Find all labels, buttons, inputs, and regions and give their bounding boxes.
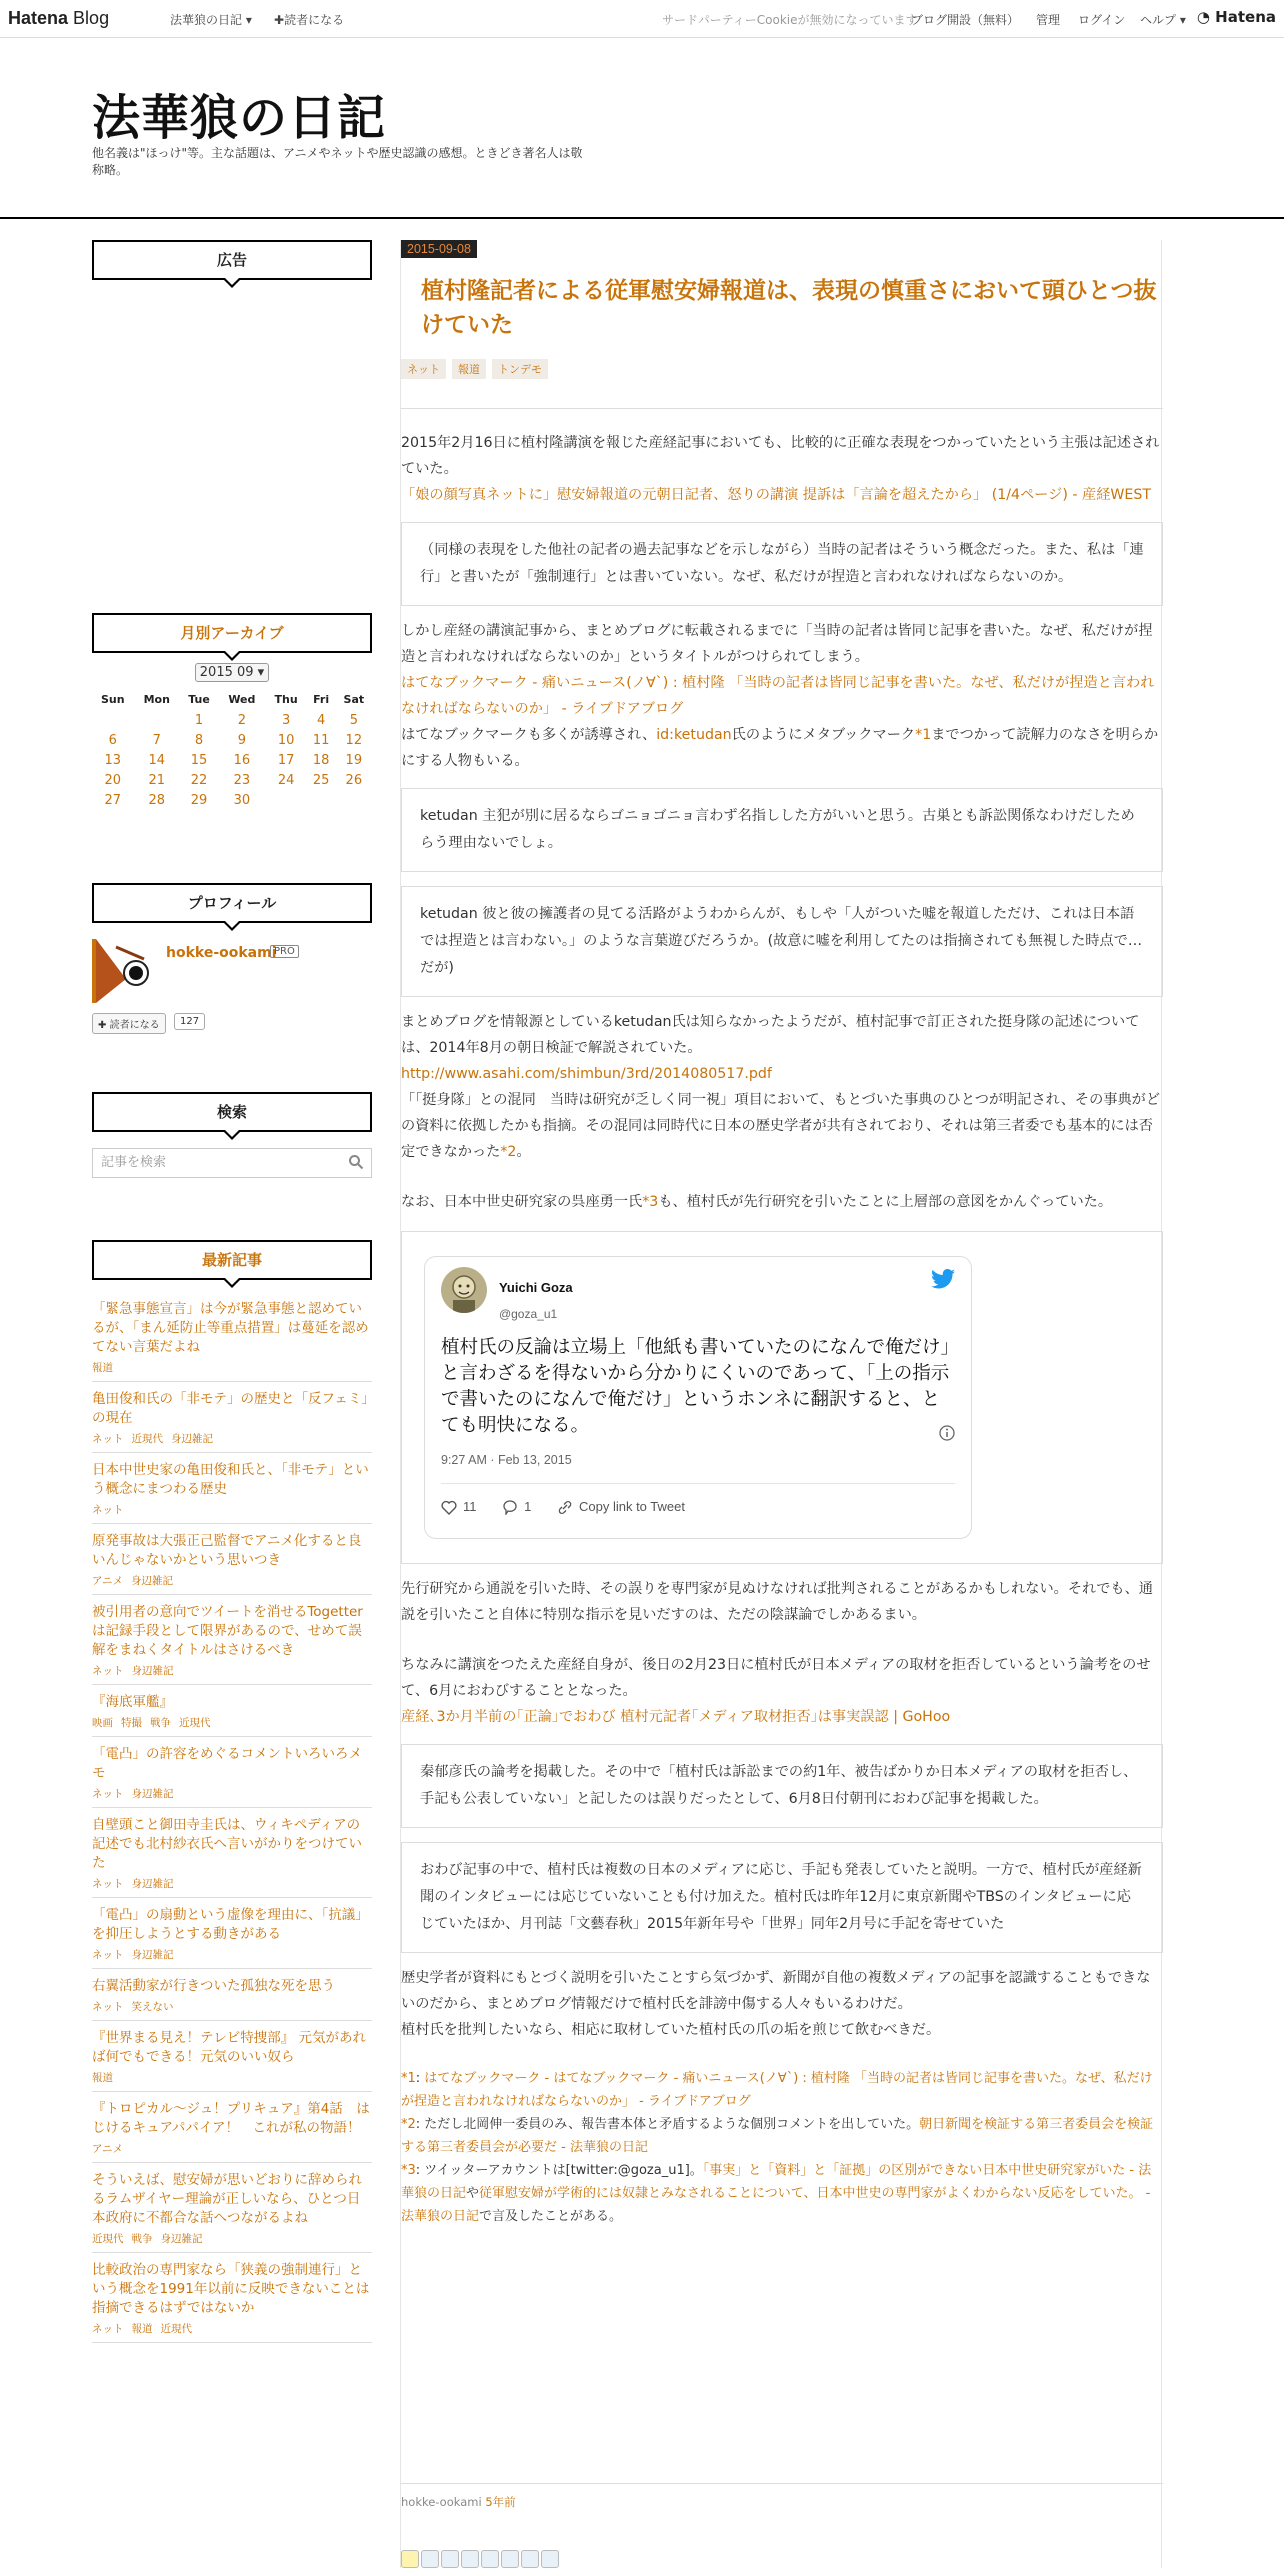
footnote-1-label[interactable]: *1 — [401, 2070, 416, 2086]
recent-entry — [92, 1453, 372, 1524]
add-star-icon[interactable] — [401, 2550, 419, 2568]
archive-month-select[interactable]: 2015 09 ▾ — [195, 663, 269, 682]
footnote-3-text: や — [466, 2185, 480, 2201]
search-input[interactable]: 記事を検索 — [92, 1148, 372, 1178]
calendar-day — [266, 790, 307, 810]
article-footer — [401, 2483, 1163, 2510]
recent-entry-categories — [92, 2321, 372, 2336]
calendar-day[interactable]: 25 — [312, 772, 330, 788]
recent-entry-categories — [92, 2070, 372, 2085]
category-link[interactable]: ネット — [92, 1665, 124, 1677]
blog-title[interactable]: 法華狼の日記 — [92, 90, 387, 146]
recent-entry-categories — [92, 1947, 372, 1962]
recent-entry — [92, 1595, 372, 1685]
calendar-day[interactable]: 20 — [104, 772, 122, 788]
recent-entry-categories — [92, 1502, 372, 1517]
profile-name[interactable]: hokke-ookami — [166, 945, 277, 961]
calendar-day[interactable]: 30 — [233, 792, 251, 808]
footnote-3-text: で言及したことがある。 — [479, 2208, 623, 2224]
text-span: 氏のようにメタブックマーク — [731, 727, 916, 743]
category-link[interactable]: アニメ — [92, 2143, 123, 2155]
recent-section — [92, 1240, 372, 2343]
reader-link[interactable] — [274, 11, 344, 28]
recent-entry-categories — [92, 1431, 372, 1446]
calendar-day[interactable]: 12 — [345, 732, 363, 748]
reply-count: 1 — [524, 1499, 532, 1514]
article-tags — [401, 358, 554, 379]
profile-title: プロフィール — [92, 883, 372, 923]
recent-entry — [92, 2253, 372, 2343]
text-span: なお、日本中世史研究家の呉座勇一氏 — [401, 1194, 643, 1210]
hatena-logo[interactable] — [1197, 8, 1276, 26]
recent-title: 最新記事 — [92, 1240, 372, 1280]
calendar-weekday: Sun — [100, 692, 125, 706]
calendar-day[interactable]: 24 — [277, 772, 295, 788]
footnote-2-link[interactable]: 朝日新聞を検証する第三者委員会を検証する第三者委員会が必要だ - 法華狼の日記 — [401, 2116, 1154, 2155]
recent-entry-title[interactable]: 被引用者の意向でツイートを消せるTogetterは記録手段として限界があるので、せめて誤解をまねくタイトルはさけるべき — [92, 1604, 363, 1658]
recent-entry-title[interactable]: 原発事故は大張正己監督でアニメ化すると良いんじゃないかという思いつき — [92, 1533, 362, 1568]
bookmark-link[interactable]: はてなブックマーク - 痛いニュース(ノ∀`) : 植村隆 「当時の記者は皆同じ記事を書いた。なぜ、私だけが捏造と言われなければならないのか」 - ライブドアブログ — [401, 675, 1155, 717]
copy-link-label: Copy link to Tweet — [578, 1499, 685, 1514]
reply-bubble-icon — [502, 1500, 518, 1515]
twitter-bird-icon[interactable] — [931, 1269, 955, 1289]
quote-text: （同様の表現をした他社の記者の過去記事などを示しながら）当時の記者はそういう概念だった。また、私は「連行」と書いたが「強制連行」とは書いていない。なぜ、私だけが捏造と言われなければならないのか。 — [420, 542, 1144, 585]
recent-entry-title[interactable]: 右翼活動家が行きついた孤独な死を思う — [92, 1978, 335, 1994]
recent-entry — [92, 1898, 372, 1969]
calendar-day — [134, 710, 180, 730]
recent-entry-title[interactable]: そういえば、慰安婦が思いどおりに辞められるラムザイヤー理論が正しいなら、ひとつ日本政府に不都合な話へつながるよね — [92, 2172, 362, 2226]
calendar-day[interactable]: 5 — [349, 712, 358, 728]
text-span: 。 — [516, 1144, 531, 1160]
wolf-avatar-icon — [96, 939, 156, 1003]
calendar-table — [92, 688, 372, 810]
footnotes — [401, 2067, 1163, 2228]
diary-menu-label: 法華狼の日記 — [170, 13, 243, 27]
category-link[interactable]: アニメ — [92, 1575, 123, 1587]
category-link[interactable]: 近現代 — [92, 2233, 124, 2245]
recent-entry-title[interactable]: 『海底軍艦』 — [92, 1694, 173, 1710]
subscribe-button[interactable] — [92, 1013, 166, 1034]
article-title[interactable]: 植村隆記者による従軍慰安婦報道は、表現の慎重さにおいて頭ひとつ抜けていた — [421, 278, 1157, 338]
recent-entry-title[interactable]: 日本中世史家の亀田俊和氏と、「非モテ」という概念にまつわる歴史 — [92, 1462, 369, 1497]
category-link[interactable]: 身辺雑記 — [131, 1949, 174, 1961]
category-link[interactable]: 身辺雑記 — [130, 1575, 173, 1587]
quote-text: おわび記事の中で、植村氏は複数の日本のメディアに応じ、手記も発表していたと説明。一方で、植村氏が産経新聞のインタビューには応じていないことも付け加えた。植村氏は昨年12月に東京新聞やTBSのインタビューに応じていたほか、月刊誌「文藝春秋」2015年新年号や「世界」同年2月号に手記を寄せていた — [420, 1861, 1142, 1932]
category-link[interactable]: ネット — [92, 1788, 124, 1800]
calendar-day — [336, 790, 372, 810]
star-user-icon[interactable] — [541, 2550, 559, 2568]
calendar-day[interactable]: 17 — [277, 752, 295, 768]
paragraph: しかし産経の講演記事から、まとめブログに転載されるまでに「当時の記者は皆同じ記事を書いた。なぜ、私だけが捏造と言われなければならないのか」というタイトルがつけられてしまう。 — [401, 623, 1153, 665]
calendar-week — [92, 710, 372, 730]
brand-blog: Blog — [73, 8, 110, 28]
recent-entry-title[interactable]: 「電凸」の許容をめぐるコメントいろいろメモ — [92, 1746, 362, 1781]
calendar-day[interactable]: 27 — [104, 792, 122, 808]
blockquote — [401, 886, 1163, 997]
calendar-day[interactable]: 23 — [233, 772, 251, 788]
tweet-author-handle[interactable]: @goza_u1 — [498, 1307, 558, 1321]
category-link[interactable]: 報道 — [131, 2323, 153, 2335]
text-span: はてなブックマークも多くが誘導され、 — [401, 727, 657, 743]
paragraph — [401, 1189, 1163, 1215]
recent-entry-categories — [92, 1360, 372, 1375]
calendar-weekday: Sat — [343, 692, 365, 706]
blockquote — [401, 522, 1163, 606]
blockquote — [401, 788, 1163, 872]
footnote-ref-2[interactable]: *2 — [500, 1144, 517, 1160]
calendar-day[interactable]: 6 — [108, 732, 117, 748]
ketudan-link[interactable]: id:ketudan — [656, 727, 732, 743]
star-user-icon[interactable] — [441, 2550, 459, 2568]
recent-entry — [92, 1382, 372, 1453]
admin-link[interactable]: 管理 — [1036, 13, 1061, 27]
text-span: 「「挺身隊」との混同 当時は研究が乏しく同一視」項目において、もとづいた事典のひとつが明記され、その事典がどの資料に依拠したかも指摘。その混同は同時代に日本の歴史学者が共有されており、それは第三者委でも基本的には否定できなかった — [401, 1092, 1161, 1160]
paragraph: ちなみに講演をつたえた産経自身が、後日の2月23日に植村氏が日本メディアの取材を拒否しているという論考をのせて、6月におわびすることとなった。 — [401, 1656, 1151, 1699]
tweet-author-name[interactable]: Yuichi Goza — [498, 1280, 573, 1295]
recent-entry-title[interactable]: 「緊急事態宣言」は今が緊急事態と認めているが、「まん延防止等重点措置」は蔓延を認めてない言葉だよね — [92, 1301, 369, 1355]
star-user-icon[interactable] — [501, 2550, 519, 2568]
footnote-ref-1[interactable]: *1 — [915, 727, 932, 743]
category-link[interactable]: 映画 — [92, 1717, 113, 1729]
recent-entry-categories — [92, 1786, 372, 1801]
link-icon — [557, 1500, 573, 1515]
paragraph — [401, 1087, 1163, 1165]
login-link[interactable]: ログイン — [1078, 13, 1126, 27]
calendar-day[interactable]: 19 — [345, 752, 363, 768]
calendar-day[interactable]: 2 — [237, 712, 246, 728]
calendar-day[interactable]: 18 — [312, 752, 330, 768]
cookie-notice[interactable]: サードパーティーCookieが無効になっています — [662, 13, 918, 27]
recent-entry — [92, 1292, 372, 1382]
info-icon[interactable] — [939, 1425, 955, 1441]
ad-section — [92, 240, 372, 280]
blog-header — [0, 39, 1284, 219]
calendar-weekday: Mon — [143, 692, 170, 706]
calendar-weekday: Thu — [274, 692, 298, 706]
search-title: 検索 — [92, 1092, 372, 1132]
footnote-1-link[interactable]: はてなブックマーク - はてなブックマーク - 痛いニュース(ノ∀`) : 植村隆 「当時の記者は皆同じ記事を書いた。なぜ、私だけが捏造と言われなければならないのか」 - ライブドアブログ — [401, 2070, 1153, 2109]
tweet-author — [499, 1275, 573, 1327]
reader-link-label: 読者になる — [284, 13, 345, 27]
tag-tondemo[interactable]: トンデモ — [492, 359, 548, 379]
footnote-3-text: ツイッターアカウントは[twitter:@goza_u1]。 — [424, 2162, 703, 2178]
recent-entry-title[interactable]: 『世界まる見え！テレビ特捜部』 元気があれば何でもできる！元気のいい奴ら — [92, 2030, 367, 2065]
category-link[interactable]: 身辺雑記 — [131, 1878, 174, 1890]
recent-entry-categories — [92, 1663, 372, 1678]
category-link[interactable]: 戦争 — [150, 1717, 171, 1729]
quote-text: 秦郁彦氏の論考を掲載した。その中で「植村氏は訴訟までの約1年、被告ばかりか日本メディアの取材を拒否し、手記も公表していない」と記したのは誤りだったとして、6月8日付朝刊におわび記事を掲載した。 — [420, 1763, 1138, 1807]
calendar-day[interactable]: 16 — [233, 752, 251, 768]
paragraph — [401, 722, 1163, 774]
calendar-week — [92, 790, 372, 810]
paragraph: 2015年2月16日に植村隆講演を報じた産経記事においても、比較的に正確な表現をつかっていたという主張は記述されていた。 — [401, 435, 1160, 477]
star-user-icon[interactable] — [461, 2550, 479, 2568]
hatena-blog-logo[interactable]: Hatena Blog — [8, 8, 110, 28]
category-link[interactable]: ネット — [92, 1433, 124, 1445]
article — [400, 240, 1162, 2568]
like-count: 11 — [463, 1499, 477, 1514]
tweet-actions — [441, 1494, 955, 1524]
star-user-icon[interactable] — [421, 2550, 439, 2568]
sankei-link[interactable]: 「娘の顔写真ネットに」慰安婦報道の元朝日記者、怒りの講演 提訴は「言論を超えたから」 (1/4ページ) - 産経WEST — [401, 487, 1152, 503]
profile-section — [92, 883, 372, 1031]
calendar-day[interactable]: 15 — [190, 752, 208, 768]
footnote-1: *1: はてなブックマーク - はてなブックマーク - 痛いニュース(ノ∀`) : 植村隆 「当時の記者は皆同じ記事を書いた。なぜ、私だけが捏造と言われなければならないのか」 - ライブドアブログ — [401, 2070, 1153, 2109]
category-link[interactable]: ネット — [92, 2323, 124, 2335]
calendar-day[interactable]: 11 — [312, 732, 330, 748]
recent-entry-title[interactable]: 「電凸」の扇動という虚像を理由に、「抗議」を抑圧しようとする動きがある — [92, 1907, 369, 1942]
category-link[interactable]: 近現代 — [179, 1717, 211, 1729]
profile-avatar[interactable] — [92, 939, 156, 1003]
calendar-week — [92, 770, 372, 790]
category-link[interactable]: 近現代 — [131, 1433, 163, 1445]
calendar-week — [92, 750, 372, 770]
recent-entry — [92, 2021, 372, 2092]
star-user-icon[interactable] — [481, 2550, 499, 2568]
help-label: ヘルプ — [1140, 13, 1177, 27]
help-menu[interactable]: ヘルプ ▾ — [1140, 13, 1186, 27]
category-link[interactable]: 笑えない — [131, 2001, 174, 2013]
tweet-embed-container — [401, 1231, 1163, 1564]
footnote-2-text: ただし北岡伸一委員のみ、報告書本体と矛盾するような個別コメントを出していた。 — [424, 2116, 920, 2132]
calendar-day[interactable]: 26 — [345, 772, 363, 788]
paragraph: 先行研究から通説を引いた時、その誤りを専門家が見ぬけなければ批判されることがあるかもしれない。それでも、通説を引いたこと自体に特別な指示を見いだすのは、ただの陰謀論でしかあるまい。 — [401, 1580, 1153, 1623]
calendar-day[interactable]: 13 — [104, 752, 122, 768]
calendar-day[interactable]: 7 — [152, 732, 161, 748]
gohoo-link[interactable]: 産経､3か月半前の｢正論｣でおわび 植村元記者｢メディア取材拒否｣は事実誤認 | GoHoo — [401, 1708, 951, 1725]
asahi-pdf-link[interactable]: http://www.asahi.com/shimbun/3rd/2014080517.pdf — [401, 1066, 772, 1082]
blog-description: 他名義は"ほっけ"等。主な話題は、アニメやネットや歴史認識の感想。ときどき著名人は敬称略。 — [92, 146, 583, 177]
category-link[interactable]: 戦争 — [131, 2233, 153, 2245]
archive-month-value: 2015 09 — [199, 665, 254, 680]
tweet-text: 植村氏の反論は立場上「他紙も書いていたのになんで俺だけ」と言わざるを得ないから分かりにくいのであって、「上の指示で書いたのになんで俺だけ」というホンネに翻訳すると、とても明快になる。 — [441, 1337, 950, 1436]
category-link[interactable]: 特撮 — [121, 1717, 142, 1729]
recent-entry — [92, 2163, 372, 2253]
category-link[interactable]: ネット — [92, 1949, 124, 1961]
footnote-3: *3: ツイッターアカウントは[twitter:@goza_u1]。「事実」と「資料」と「証拠」の区別ができない日本中世史研究家がいた - 法華狼の日記や従軍慰安婦が学術的には奴隷とみなされることについて、日本中世史の専門家がよくわからない反応をしていた。 - 法華狼の日記で言及したことがある。 — [401, 2162, 1152, 2224]
calendar-day[interactable]: 1 — [194, 712, 204, 728]
footnote-3-link-2[interactable]: 従軍慰安婦が学術的には奴隷とみなされることについて、日本中世史の専門家がよくわからない反応をしていた。 - 法華狼の日記 — [401, 2185, 1151, 2224]
tag-net[interactable]: ネット — [401, 359, 446, 379]
article-body — [401, 430, 1163, 2228]
like-button[interactable] — [441, 1494, 477, 1520]
calendar-day — [307, 790, 336, 810]
recent-entry-categories — [92, 1999, 372, 2014]
paragraph: 植村氏を批判したいなら、相応に取材していた植村氏の爪の垢を煎じて飲むべきだ。 — [401, 2021, 941, 2038]
text-span: までつかって読解力のなさを明らかにする人物もいる。 — [401, 727, 1159, 769]
recent-entry — [92, 1969, 372, 2021]
recent-entry-categories — [92, 1715, 372, 1730]
category-link[interactable]: ネット — [92, 2001, 124, 2013]
footnote-3-label[interactable]: *3 — [401, 2162, 416, 2178]
open-blog-link[interactable]: ブログ開設（無料） — [911, 13, 1020, 27]
quote-text: ketudan 主犯が別に居るならゴニョゴニョ言わず名指しした方がいいと思う。古巣とも訴訟関係なわけだしためらう理由ないでしょ。 — [420, 808, 1135, 851]
search-section — [92, 1092, 372, 1170]
reply-button[interactable] — [502, 1494, 531, 1520]
calendar-day[interactable]: 10 — [277, 732, 295, 748]
star-row — [401, 2550, 559, 2568]
calendar-day[interactable]: 8 — [194, 732, 204, 748]
recent-entry-title[interactable]: 亀田俊和氏の「非モテ」の歴史と「反フェミ」の現在 — [92, 1391, 369, 1426]
calendar-day[interactable]: 9 — [237, 732, 246, 748]
tweet-divider — [441, 1483, 955, 1484]
calendar-day[interactable]: 22 — [190, 772, 208, 788]
recent-entry-categories — [92, 1876, 372, 1891]
archive-title: 月別アーカイブ — [92, 613, 372, 653]
calendar-day[interactable]: 14 — [148, 752, 166, 768]
calendar-weekday: Wed — [228, 692, 256, 706]
recent-entry — [92, 2092, 372, 2163]
copy-link-button[interactable] — [557, 1494, 685, 1520]
category-link[interactable]: 身辺雑記 — [131, 1665, 174, 1677]
calendar-weekday: Fri — [313, 692, 330, 706]
title-divider — [401, 408, 1163, 409]
recent-entry — [92, 1685, 372, 1737]
paragraph: 歴史学者が資料にもとづく説明を引いたことすら気づかず、新聞が自他の複数メディアの記事を認識することもできないのだから、まとめブログ情報だけで植村氏を誹謗中傷する人々もいるわけだ。 — [401, 1969, 1151, 2012]
footnote-2-label[interactable]: *2 — [401, 2116, 416, 2132]
category-link[interactable]: 身辺雑記 — [160, 2233, 203, 2245]
diary-menu[interactable]: 法華狼の日記 ▾ — [170, 13, 252, 27]
calendar-weekday: Tue — [188, 692, 210, 706]
reader-count: 127 — [174, 1013, 205, 1030]
category-link[interactable]: 身辺雑記 — [131, 1788, 174, 1800]
footnote-3-link-1[interactable]: 「事実」と「資料」と「証拠」の区別ができない日本中世史研究家がいた - 法華狼の日記 — [401, 2162, 1152, 2201]
heart-icon — [441, 1500, 457, 1515]
plus-icon: ✚ — [274, 13, 285, 27]
category-link[interactable]: 報道 — [92, 2072, 113, 2084]
footnote-ref-3[interactable]: *3 — [642, 1194, 659, 1210]
paragraph: まとめブログを情報源としているketudan氏は知らなかったようだが、植村記事で訂正された挺身隊の記述については、2014年8月の朝日検証で解説されていた。 — [401, 1014, 1140, 1056]
calendar-week — [92, 730, 372, 750]
star-user-icon[interactable] — [521, 2550, 539, 2568]
calendar-day[interactable]: 29 — [190, 792, 208, 808]
recent-entry-title[interactable]: 比較政治の専門家なら「狭義の強制連行」という概念を1991年以前に反映できないことは指摘できるはずではないか — [92, 2262, 370, 2316]
recent-entry-categories — [92, 1573, 372, 1588]
blockquote — [401, 1842, 1163, 1953]
footer-time-link[interactable]: 5年前 — [485, 2495, 516, 2509]
category-link[interactable]: 近現代 — [160, 2323, 192, 2335]
footnote-2: *2: ただし北岡伸一委員のみ、報告書本体と矛盾するような個別コメントを出していた。朝日新聞を検証する第三者委員会を検証する第三者委員会が必要だ - 法華狼の日記 — [401, 2116, 1154, 2155]
recent-entry-categories — [92, 2141, 372, 2156]
recent-entry-title[interactable]: 『トロピカル～ジュ！プリキュア』第4話 はじけるキュアパパイア！ これが私の物語！ — [92, 2101, 370, 2136]
recent-entry — [92, 1524, 372, 1595]
calendar-day[interactable]: 28 — [148, 792, 166, 808]
recent-entry-categories — [92, 2231, 372, 2246]
recent-entry — [92, 1808, 372, 1898]
hatena-mark-icon: ◔ — [1196, 8, 1210, 26]
calendar-day[interactable]: 3 — [281, 712, 291, 728]
tweet-avatar[interactable] — [441, 1267, 487, 1313]
plus-icon: ✚ — [98, 1020, 107, 1031]
calendar-day[interactable]: 4 — [316, 712, 326, 728]
category-link[interactable]: ネット — [92, 1504, 124, 1516]
category-link[interactable]: ネット — [92, 1878, 124, 1890]
text-span: も、植村氏が先行研究を引いたことに上層部の意図をかんぐっていた。 — [658, 1194, 1113, 1210]
embedded-tweet[interactable] — [424, 1256, 972, 1539]
footer-author[interactable]: hokke-ookami — [401, 2495, 482, 2509]
tag-news[interactable]: 報道 — [452, 359, 486, 379]
tweet-timestamp[interactable]: 9:27 AM · Feb 13, 2015 — [441, 1453, 572, 1467]
recent-entry-title[interactable]: 自壁頭こと御田寺圭氏は、ウィキペディアの記述でも北村紗衣氏へ言いがかりをつけていた — [92, 1817, 362, 1871]
calendar-day — [92, 710, 134, 730]
blockquote — [401, 1744, 1163, 1828]
search-icon[interactable] — [348, 1154, 364, 1170]
article-date[interactable]: 2015-09-08 — [401, 240, 477, 258]
quote-text: ketudan 彼と彼の擁護者の見てる活路がようわからんが、もしや「人がついた嘘を報道しただけ、これは日本語では捏造とは言わない。」のような言葉遊びだろうか。(故意に嘘を利用してたのは指摘されても無視した時点で…だが) — [420, 906, 1143, 976]
recent-list — [92, 1292, 372, 2343]
ad-title: 広告 — [92, 240, 372, 280]
recent-entry — [92, 1737, 372, 1808]
pro-badge: PRO — [270, 945, 299, 958]
archive-section — [92, 613, 372, 810]
hatena-label: Hatena — [1215, 8, 1276, 26]
category-link[interactable]: 身辺雑記 — [171, 1433, 213, 1445]
category-link[interactable]: 報道 — [92, 1362, 113, 1374]
calendar-day[interactable]: 21 — [148, 772, 166, 788]
subscribe-label: 読者になる — [109, 1020, 160, 1031]
top-bar — [0, 0, 1284, 38]
user-face-icon — [441, 1267, 487, 1313]
